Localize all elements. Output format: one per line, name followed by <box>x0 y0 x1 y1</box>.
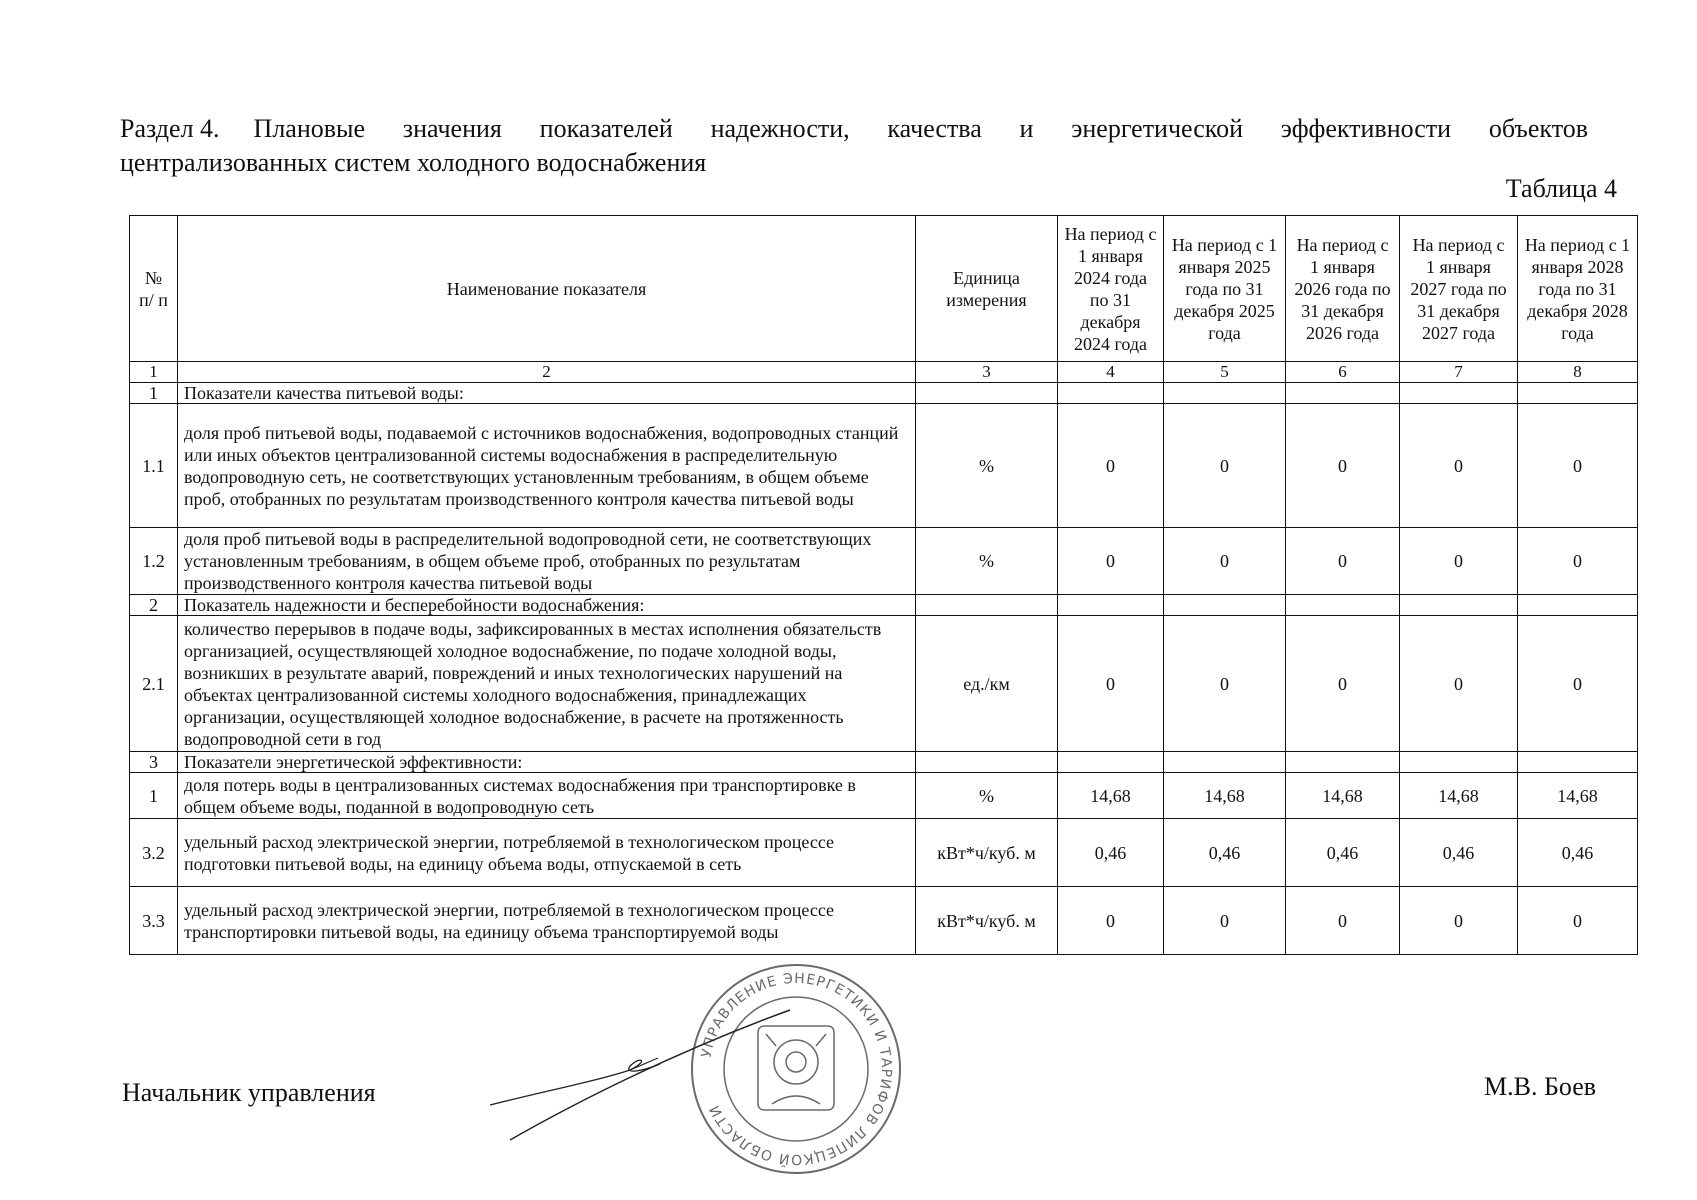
unit: % <box>916 404 1058 528</box>
value-2027: 0 <box>1400 887 1518 955</box>
row-num: 1.2 <box>130 528 178 595</box>
signer-name: М.В. Боев <box>1484 1072 1597 1101</box>
value-2026: 0 <box>1286 616 1400 752</box>
unit: ед./км <box>916 616 1058 752</box>
column-number: 5 <box>1164 362 1286 383</box>
header-indicator-name: Наименование показателя <box>178 216 916 362</box>
section-row-reliability <box>130 595 1638 616</box>
value-2028: 0,46 <box>1518 819 1638 887</box>
table-row <box>130 404 1638 528</box>
value-2028: 0 <box>1518 887 1638 955</box>
section-title-line-2: централизованных систем холодного водоснабжения <box>120 148 707 177</box>
column-number: 3 <box>916 362 1058 383</box>
column-number: 7 <box>1400 362 1518 383</box>
value-2028: 14,68 <box>1518 773 1638 819</box>
section-row-energy <box>130 752 1638 773</box>
header-period-2024: На период с 1 января 2024 года по 31 декабря 2024 года <box>1058 216 1164 362</box>
indicator-name: доля проб питьевой воды в распределительной водопроводной сети, не соответствующих установленным требованиям, в общем объеме проб, отобранных по результатам производственного контроля качества питьевой воды <box>178 528 916 595</box>
value-2025: 0 <box>1164 887 1286 955</box>
header-num: № п/ п <box>130 216 178 362</box>
indicator-name: количество перерывов в подаче воды, зафиксированных в местах исполнения обязательств организацией, осуществляющей холодное водоснабжение, по подаче холодной воды, возникших в результате аварий, повреждений и иных технологических нарушений на объектах централизованной системы холодного водоснабжения, принадлежащих организации, осуществляющей холодное водоснабжение, в расчете на протяженность водопроводной сети в год <box>178 616 916 752</box>
unit: % <box>916 528 1058 595</box>
indicator-name: удельный расход электрической энергии, потребляемой в технологическом процессе транспортировки питьевой воды, на единицу объема транспортируемой воды <box>178 887 916 955</box>
value-2027: 0 <box>1400 404 1518 528</box>
value-2024: 0 <box>1058 887 1164 955</box>
value-2027: 0,46 <box>1400 819 1518 887</box>
signature <box>490 1000 820 1160</box>
value-2025: 0 <box>1164 616 1286 752</box>
value-2025: 14,68 <box>1164 773 1286 819</box>
row-num: 1 <box>130 773 178 819</box>
section-title-line-1: Плановые значения показателей надежности, качества и энергетической эффективности объектов <box>253 114 1588 143</box>
section-title: Показатели качества питьевой воды: <box>178 383 916 404</box>
stamp-text: УПРАВЛЕНИЕ ЭНЕРГЕТИКИ И ТАРИФОВ ЛИПЕЦКОЙ ОБЛАСТИ <box>698 970 895 1168</box>
header-period-2026: На период с 1 января 2026 года по 31 декабря 2026 года <box>1286 216 1400 362</box>
value-2027: 14,68 <box>1400 773 1518 819</box>
value-2025: 0 <box>1164 528 1286 595</box>
header-unit: Единица измерения <box>916 216 1058 362</box>
table-row <box>130 887 1638 955</box>
row-num: 3.2 <box>130 819 178 887</box>
value-2026: 0 <box>1286 528 1400 595</box>
value-2027: 0 <box>1400 616 1518 752</box>
indicators-table <box>129 215 1638 955</box>
row-num: 3 <box>130 752 178 773</box>
table-row <box>130 819 1638 887</box>
value-2025: 0,46 <box>1164 819 1286 887</box>
header-row <box>130 216 1638 362</box>
table-row <box>130 528 1638 595</box>
heading-line-1 <box>120 112 1588 146</box>
section-title: Показатель надежности и бесперебойности водоснабжения: <box>178 595 916 616</box>
value-2028: 0 <box>1518 528 1638 595</box>
value-2024: 14,68 <box>1058 773 1164 819</box>
value-2027: 0 <box>1400 528 1518 595</box>
table-label: Таблица 4 <box>1505 174 1617 203</box>
section-label: Раздел 4. <box>120 114 220 143</box>
value-2028: 0 <box>1518 404 1638 528</box>
row-num: 1.1 <box>130 404 178 528</box>
value-2026: 14,68 <box>1286 773 1400 819</box>
row-num: 2.1 <box>130 616 178 752</box>
column-number: 1 <box>130 362 178 383</box>
unit: кВт*ч/куб. м <box>916 819 1058 887</box>
header-period-2025: На период с 1 января 2025 года по 31 декабря 2025 года <box>1164 216 1286 362</box>
header-period-2027: На период с 1 января 2027 года по 31 декабря 2027 года <box>1400 216 1518 362</box>
value-2025: 0 <box>1164 404 1286 528</box>
unit: кВт*ч/куб. м <box>916 887 1058 955</box>
unit: % <box>916 773 1058 819</box>
column-number: 4 <box>1058 362 1164 383</box>
column-number: 6 <box>1286 362 1400 383</box>
value-2024: 0 <box>1058 404 1164 528</box>
value-2024: 0,46 <box>1058 819 1164 887</box>
value-2026: 0,46 <box>1286 819 1400 887</box>
table-row <box>130 773 1638 819</box>
value-2026: 0 <box>1286 404 1400 528</box>
section-title: Показатели энергетической эффективности: <box>178 752 916 773</box>
signer-position: Начальник управления <box>122 1078 376 1107</box>
column-number: 8 <box>1518 362 1638 383</box>
value-2024: 0 <box>1058 528 1164 595</box>
column-number-row <box>130 362 1638 383</box>
indicator-name: доля потерь воды в централизованных системах водоснабжения при транспортировке в общем объеме воды, поданной в водопроводную сеть <box>178 773 916 819</box>
row-num: 3.3 <box>130 887 178 955</box>
header-period-2028: На период с 1 января 2028 года по 31 декабря 2028 года <box>1518 216 1638 362</box>
section-heading <box>120 112 1588 180</box>
row-num: 2 <box>130 595 178 616</box>
indicator-name: доля проб питьевой воды, подаваемой с источников водоснабжения, водопроводных станций или иных объектов централизованной системы водоснабжения в распределительную водопроводную сеть, не соответствующих установленным требованиям, в общем объеме проб, отобранных по результатам производственного контроля качества питьевой воды <box>178 404 916 528</box>
row-num: 1 <box>130 383 178 404</box>
column-number: 2 <box>178 362 916 383</box>
indicator-name: удельный расход электрической энергии, потребляемой в технологическом процессе подготовки питьевой воды, на единицу объема воды, отпускаемой в сеть <box>178 819 916 887</box>
value-2026: 0 <box>1286 887 1400 955</box>
value-2024: 0 <box>1058 616 1164 752</box>
value-2028: 0 <box>1518 616 1638 752</box>
table-row <box>130 616 1638 752</box>
section-row-quality <box>130 383 1638 404</box>
